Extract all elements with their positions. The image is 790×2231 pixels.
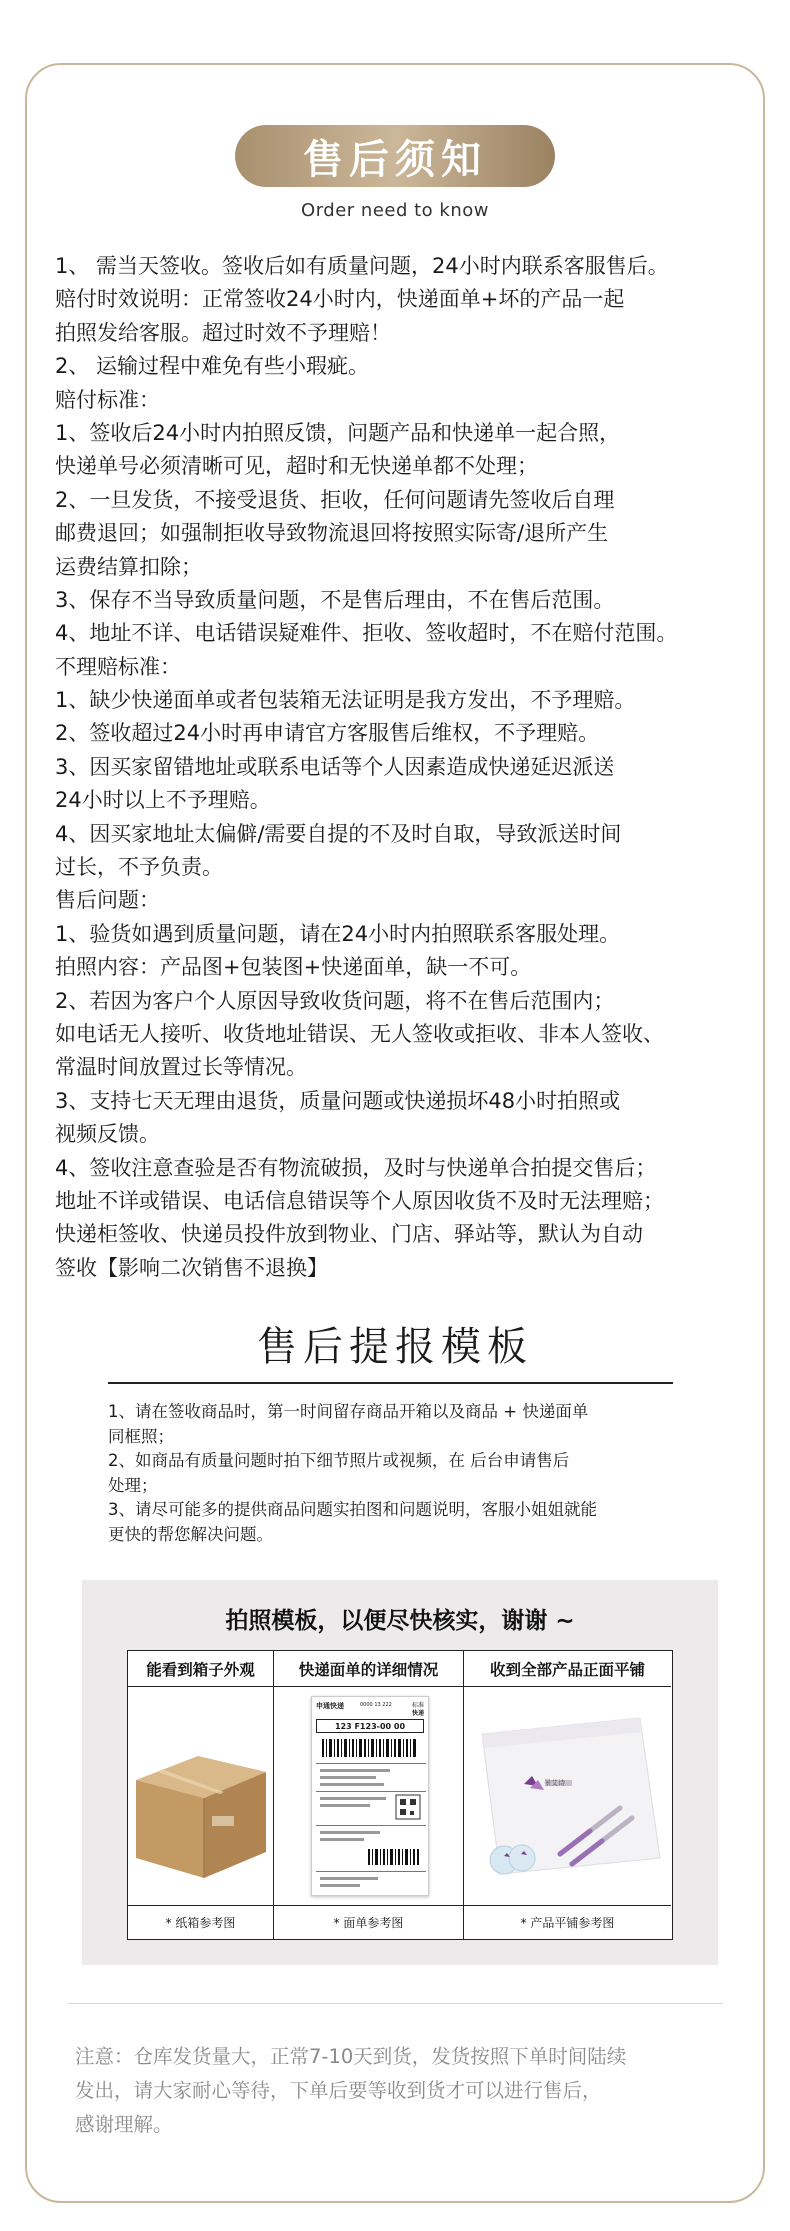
notice-line: 1、缺少快递面单或者包装箱无法证明是我方发出，不予理赔。 xyxy=(55,688,636,713)
notice-line: 快递柜签收、快递员投件放到物业、门店、驿站等，默认为自动 xyxy=(55,1222,643,1247)
notice-line: 1、 需当天签收。签收后如有质量问题，24小时内联系客服售后。 xyxy=(55,254,669,278)
notice-line: 24小时以上不予理赔。 xyxy=(55,788,271,813)
notice-line: 赔付标准： xyxy=(55,387,160,412)
notice-line: 4、地址不详、电话错误疑难件、拒收、签收超时，不在赔付范围。 xyxy=(55,621,678,646)
column-caption: * 面单参考图 xyxy=(274,1905,463,1939)
photo-template-panel xyxy=(82,1580,718,1965)
column-header: 快递面单的详细情况 xyxy=(274,1651,463,1687)
product-brand-label: 景艾诗 xyxy=(544,1779,565,1787)
notice-line: 2、一旦发货，不接受退货、拒收，任何问题请先签收后自理 xyxy=(55,487,615,512)
waybill-tag: 标准 xyxy=(411,1702,424,1709)
waybill-small-number: 0000 13 222 xyxy=(360,1702,392,1708)
notice-line: 地址不详或错误、电话信息错误等个人原因收货不及时无法理赔； xyxy=(55,1188,664,1213)
notice-line: 4、因买家地址太偏僻/需要自提的不及时自取，导致派送时间 xyxy=(55,821,622,846)
notice-line: 2、 运输过程中难免有些小瑕疵。 xyxy=(55,354,370,379)
notice-line: 签收【影响二次销售不退换】 xyxy=(55,1255,328,1280)
notice-line: 1、签收后24小时内拍照反馈，问题产品和快递单一起合照， xyxy=(55,420,621,445)
column-header: 能看到箱子外观 xyxy=(128,1651,273,1687)
notice-line: 售后问题： xyxy=(55,888,160,913)
courier-name: 申通快递 xyxy=(316,1702,344,1710)
photo-column-box xyxy=(128,1651,274,1939)
page-title: 售后须知 xyxy=(235,125,555,187)
notice-line: 邮费退回；如强制拒收导致物流退回将按照实际寄/退所产生 xyxy=(55,521,609,546)
notice-line: 视频反馈。 xyxy=(55,1122,160,1147)
report-template-title: 售后提报模板 xyxy=(257,1324,533,1370)
notice-line: 4、签收注意查验是否有物流破损，及时与快递单合拍提交售后； xyxy=(55,1155,657,1180)
notice-line: 3、因买家留错地址或联系电话等个人因素造成快递延迟派送 xyxy=(55,754,615,779)
page-subtitle: Order need to know xyxy=(301,200,489,221)
report-instructions xyxy=(108,1400,708,1547)
waybill-sheet xyxy=(311,1696,429,1896)
notice-line: 赔付时效说明：正常签收24小时内，快递面单+坏的产品一起 xyxy=(55,287,625,312)
waybill-barcodes xyxy=(316,1737,426,1895)
footnote-line: 注意：仓库发货量大，正常7-10天到货，发货按照下单时间陆续 xyxy=(75,2045,627,2068)
after-sales-notice xyxy=(55,250,755,1285)
footnote-line: 发出，请大家耐心等待，下单后要等收到货才可以进行售后， xyxy=(75,2079,602,2102)
notice-line: 3、支持七天无理由退货，质量问题或快递损坏48小时拍照或 xyxy=(55,1088,621,1113)
product-flatlay-image xyxy=(464,1688,671,1906)
report-line: 1、请在签收商品时，第一时间留存商品开箱以及商品 + 快递面单 xyxy=(108,1402,589,1421)
notice-line: 快递单号必须清晰可见，超时和无快递单都不处理； xyxy=(55,454,538,479)
photo-column-products xyxy=(464,1651,671,1939)
report-line: 处理； xyxy=(108,1475,158,1495)
notice-line: 2、签收超过24小时再申请官方客服售后维权，不予理赔。 xyxy=(55,721,600,746)
notice-line: 拍照内容：产品图+包装图+快递面单，缺一不可。 xyxy=(55,955,532,980)
notice-line: 过长，不予负责。 xyxy=(55,855,223,880)
title-underline xyxy=(108,1382,673,1384)
notice-line: 2、若因为客户个人原因导致收货问题，将不在售后范围内； xyxy=(55,988,615,1013)
report-line: 3、请尽可能多的提供商品问题实拍图和问题说明，客服小姐姐就能 xyxy=(108,1500,597,1519)
waybill-code: 123 F123-00 00 xyxy=(316,1719,424,1733)
notice-line: 常温时间放置过长等情况。 xyxy=(55,1055,307,1080)
footnote-line: 感谢理解。 xyxy=(75,2113,173,2136)
report-line: 更快的帮您解决问题。 xyxy=(108,1524,273,1544)
report-line: 同框照； xyxy=(108,1426,174,1446)
report-line: 2、如商品有质量问题时拍下细节照片或视频，在 后台申请售后 xyxy=(108,1451,570,1470)
notice-line: 如电话无人接听、收货地址错误、无人签收或拒收、非本人签收、 xyxy=(55,1021,664,1046)
cardboard-box-image xyxy=(128,1688,273,1906)
column-caption: * 纸箱参考图 xyxy=(128,1905,273,1939)
waybill-image xyxy=(274,1688,463,1906)
photo-template-title: 拍照模板，以便尽快核实，谢谢 ~ xyxy=(225,1608,575,1634)
notice-line: 3、保存不当导致质量问题，不是售后理由，不在售后范围。 xyxy=(55,587,615,612)
waybill-tag: 快递 xyxy=(411,1710,424,1717)
photo-template-table xyxy=(127,1650,673,1940)
notice-line: 1、验货如遇到质量问题，请在24小时内拍照联系客服处理。 xyxy=(55,921,621,946)
notice-line: 运费结算扣除； xyxy=(55,554,202,579)
footer-divider xyxy=(68,2003,723,2004)
photo-column-waybill xyxy=(274,1651,464,1939)
column-header: 收到全部产品正面平铺 xyxy=(464,1651,671,1687)
shipping-notice xyxy=(75,2040,735,2142)
column-caption: * 产品平铺参考图 xyxy=(464,1905,671,1939)
notice-line: 不理赔标准： xyxy=(55,654,181,679)
notice-line: 拍照发给客服。超过时效不予理赔！ xyxy=(55,320,391,345)
